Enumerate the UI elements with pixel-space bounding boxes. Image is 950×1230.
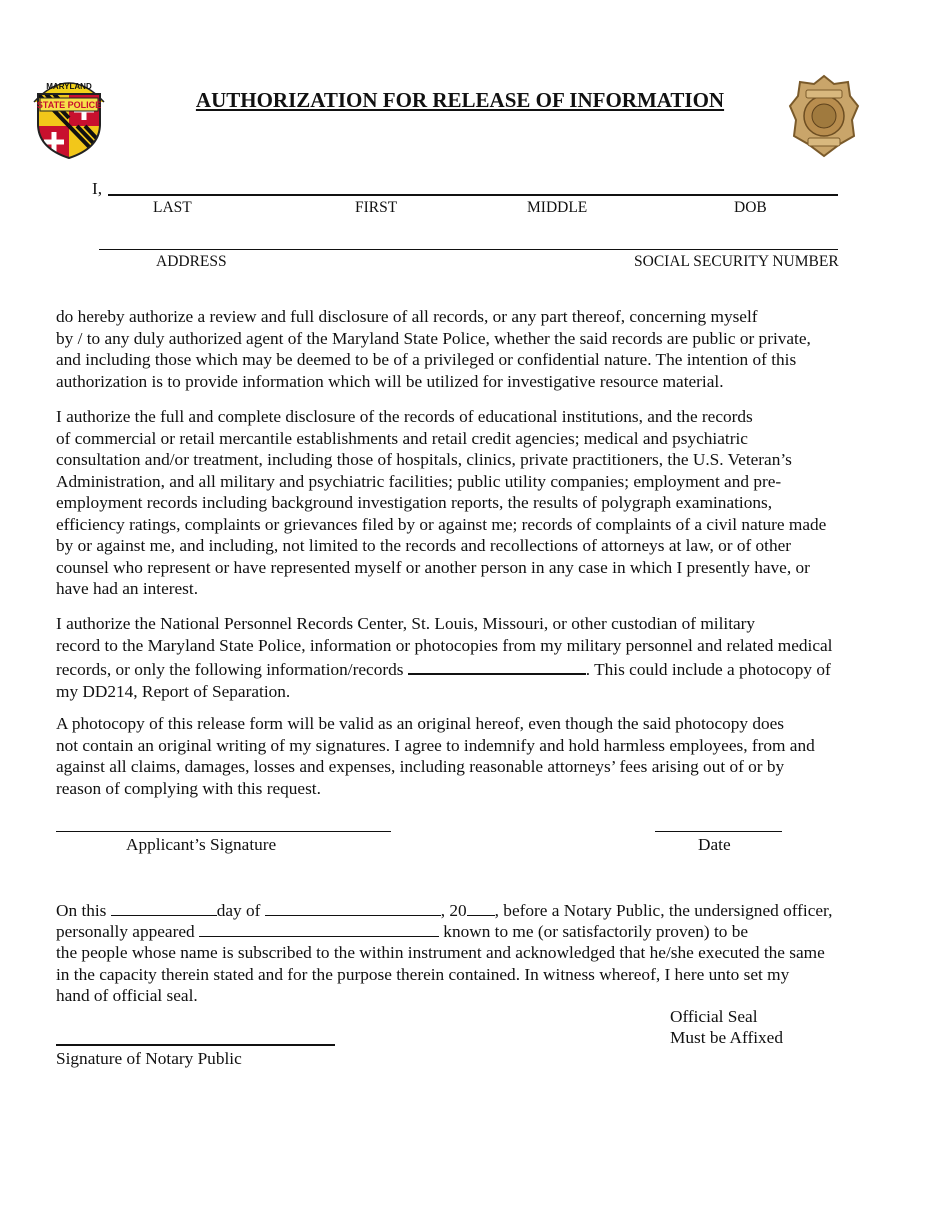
maryland-state-police-logo (30, 72, 108, 160)
logo-top-text: MARYLAND (46, 82, 92, 91)
maryland-state-police-shield-icon (30, 72, 108, 160)
applicant-signature-line[interactable] (56, 831, 391, 832)
date-line[interactable] (655, 831, 782, 832)
must-be-affixed-text: Must be Affixed (670, 1028, 783, 1047)
dob-label: DOB (734, 199, 767, 216)
military-text-b: . This could include a photocopy of my DD214, Report of Separation. (56, 660, 831, 701)
month-blank-field[interactable] (265, 899, 441, 916)
police-badge-icon (788, 74, 860, 158)
ssn-label: SOCIAL SECURITY NUMBER (634, 253, 839, 270)
name-dob-field[interactable] (108, 194, 838, 196)
records-blank-field[interactable] (408, 656, 586, 675)
address-label: ADDRESS (156, 253, 227, 270)
applicant-signature-label: Applicant’s Signature (126, 835, 277, 854)
authorization-paragraph-1: do hereby authorize a review and full disclosure of all records, or any part thereof, concerning myself by / to any duly authorized agent of the Maryland State Police, whether the said records are public or private, and including those which may be deemed to be of a privileged or confidential nature. The intention of this authorization is to provide information which will be utilized for investigative resource material. (56, 307, 811, 391)
notary-line-2 (56, 920, 748, 943)
notary-signature-line[interactable] (56, 1044, 335, 1046)
first-name-label: FIRST (355, 199, 398, 216)
official-seal-text: Official Seal (670, 1007, 758, 1026)
year-prefix-text: , 20 (440, 901, 467, 920)
date-label: Date (698, 835, 731, 854)
notary-signature-label: Signature of Notary Public (56, 1049, 242, 1068)
appeared-name-blank-field[interactable] (199, 920, 439, 937)
logo-middle-text: STATE POLICE (36, 100, 102, 110)
notary-paragraph: the people whose name is subscribed to the within instrument and acknowledged that he/she executed the same in the capacity therein stated and for the purpose therein contained. In witness whereof, I here unto set my hand of official seal. (56, 943, 825, 1005)
day-blank-field[interactable] (111, 899, 217, 916)
notary-line-1 (56, 899, 832, 922)
military-records-paragraph (56, 613, 896, 702)
police-badge-logo (788, 74, 860, 158)
known-to-me-text: known to me (or satisfactorily proven) to be (438, 922, 749, 941)
photocopy-paragraph: A photocopy of this release form will be valid as an original hereof, even though the said photocopy does not contain an original writing of my signatures. I agree to indemnify and hold harmless employees, from and against all claims, damages, losses and expenses, including reasonable attorneys’ fees arising out of or by reason of complying with this request. (56, 714, 815, 798)
page-title: AUTHORIZATION FOR RELEASE OF INFORMATION (195, 88, 725, 112)
year-blank-field[interactable] (467, 899, 495, 916)
before-notary-text: , before a Notary Public, the undersigned officer, (494, 901, 833, 920)
middle-name-label: MIDDLE (527, 199, 588, 216)
last-name-label: LAST (153, 199, 192, 216)
on-this-text: On this (56, 901, 111, 920)
personally-appeared-text: personally appeared (56, 922, 199, 941)
address-ssn-field[interactable] (99, 249, 838, 250)
authorization-paragraph-2: I authorize the full and complete disclosure of the records of educational institutions, and the records of commercial or retail mercantile establishments and retail credit agencies; medical and psychiatric consultation and/or treatment, including those of hospitals, clinics, private practitioners, the U.S. Veteran’s Administration, and all military and psychiatric facilities; public utility companies; employment and pre- employment records including background investigation reports, the results of polygraph examinations, efficiency ratings, complaints or grievances filed by or against me; records of complaints of a civil nature made by or against me, and including, not limited to the records and recollections of attorneys at law, or of other counsel who represent or have represented myself or another person in any case in which I presently have, or have had an interest. (56, 407, 827, 598)
military-text-a: I authorize the National Personnel Records Center, St. Louis, Missouri, or other custodian of military record to the Maryland State Police, information or photocopies from my military personnel and related medical records, or only the following information/records (56, 614, 833, 679)
day-of-text: day of (216, 901, 265, 920)
identity-prefix: I, (92, 179, 103, 198)
